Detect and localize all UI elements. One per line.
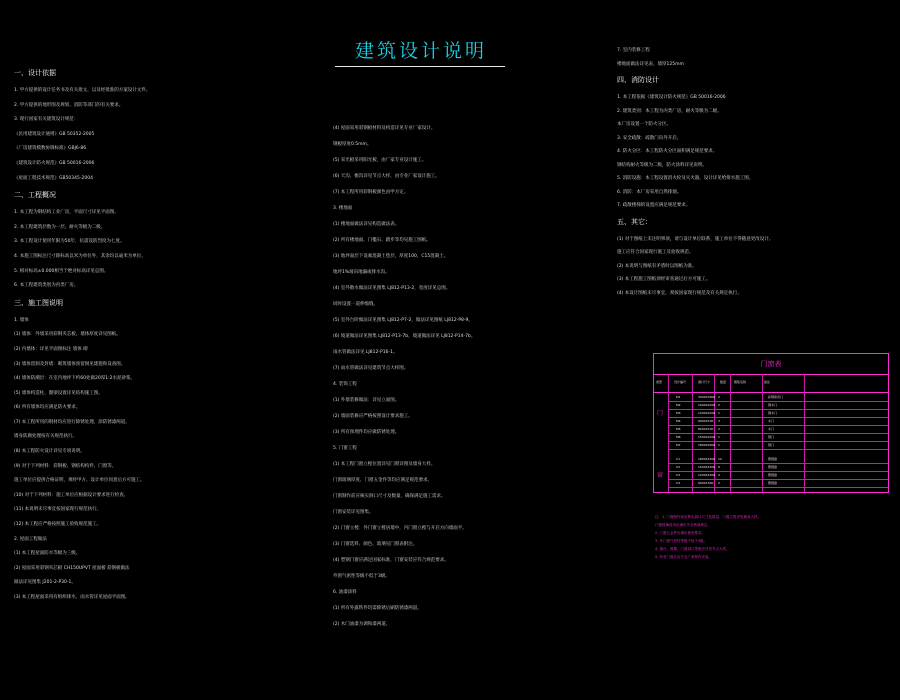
text-line: 《厂房建筑模数协调标准》GBJ6-86	[14, 146, 87, 152]
text-line: (3) 墙体留洞及封堵：砌筑墙体预留洞见建施和设备图。	[14, 361, 126, 367]
table-cell: 4	[718, 473, 720, 477]
text-line: (2) 内墙体：详见平面图标注 墙体 砌	[14, 346, 88, 352]
table-cell: 2	[718, 481, 720, 485]
text-line: 7. 疏散楼梯的设置应满足规范要求。	[617, 203, 691, 208]
table-cell: M7	[676, 443, 681, 447]
table-cell: 900X1500	[698, 481, 714, 485]
door-table-header	[654, 374, 888, 393]
text-line: 3. 楼地面	[333, 206, 353, 211]
text-line: (11) 本说明未尽事宜按国家现行规范执行。	[14, 507, 102, 513]
text-line: 3. 现行国家有关建筑设计规范：	[14, 117, 79, 123]
text-line: 楼地面做法详见表，墙厚125mm	[617, 61, 684, 67]
text-line: (1) 对于图纸上未注明事项，请与设计单位联系，施工单位不得随意更改设计。	[617, 236, 774, 242]
table-row	[668, 464, 888, 472]
text-line: (5) 墙体构造柱、圈梁设置详见结构施工图。	[14, 390, 103, 396]
text-line: (4) 墙体防潮层：在室内地坪下约60处做20厚1:2水泥砂浆。	[14, 376, 135, 382]
text-line: 2. 甲方提供的地形图及规划、消防等部门的有关要求。	[14, 102, 124, 108]
text-line: 2. 本工程建筑层数为一层，耐火等级为二级。	[14, 224, 106, 230]
text-line: (6) 坡道做法详见图集 LJ812-P13-7b，坡道做法详见 LJ812-P14-7b。	[333, 334, 476, 339]
door-table-title: 门窗表	[654, 354, 888, 375]
table-section-label: 窗	[657, 472, 664, 479]
table-cell: 钢木门	[768, 403, 778, 407]
text-line: 同时设置一道伸缩缝。	[333, 302, 378, 307]
text-line: 5. 相对标高±0.000相当于绝对标高详见总图。	[14, 268, 109, 274]
table-row	[668, 418, 888, 426]
table-cell: M5	[676, 427, 681, 431]
text-line: 施工单位应提供合格证明，须经甲方、设计单位同意后方可施工。	[14, 478, 145, 484]
text-line: 施工应符合国家现行施工及验收规范。	[617, 250, 694, 255]
table-cell: C2	[676, 465, 681, 469]
text-line: 1. 本工程依据《建筑设计防火规范》GB 50016-2006	[617, 95, 726, 100]
text-line: 门窗安装详见图集。	[333, 510, 374, 515]
text-line: 4. 本施工图标注尺寸除标高以米为单位外，其余均以毫米为单位。	[14, 253, 146, 259]
text-line: (7) 本工程所用彩钢板颜色由甲方定。	[333, 190, 409, 195]
text-line: 做法详见图集 J201-2-P30-1。	[14, 580, 76, 586]
text-line: 1. 甲方提供的设计任务书及有关批文，以及经批准的方案设计文件。	[14, 88, 151, 93]
table-row	[668, 402, 888, 410]
table-header-cell: 数量	[720, 380, 727, 384]
table-cell: 木门	[768, 427, 775, 431]
table-header-cell: 图集名称	[734, 380, 747, 384]
door-table-grid	[654, 374, 888, 492]
table-cell: 1200X1500	[698, 473, 716, 477]
text-line: 《民用建筑设计通则》GB 50352-2005	[14, 131, 95, 137]
column-2	[333, 126, 475, 638]
table-row	[668, 410, 888, 418]
section-heading: 三、施工图说明	[14, 298, 63, 307]
column-3	[617, 48, 773, 304]
text-line: 1. 本工程为钢结构工业厂房，平面尺寸详见平面图。	[14, 210, 119, 216]
table-note: 4. 窗台、窗楣、门窗洞口等做法详见节点大样。	[655, 547, 730, 551]
text-line: 3. 安全疏散：疏散门向外开启。	[617, 135, 682, 141]
table-row	[668, 480, 888, 488]
table-cell: C3	[676, 473, 681, 477]
text-line: 5. 门窗工程	[333, 446, 357, 451]
text-line: (4) 本设计图纸未尽事宜，须按国家现行规范及有关规定执行。	[617, 290, 742, 296]
text-line: (3) 本工程屋面采用有组织排水，雨水管详见屋面平面图。	[14, 595, 130, 600]
text-line: (5) 室外台阶做法详见图集 LJ812-P7-2，做法详见图纸 LJ812-P8-9。	[333, 318, 473, 323]
text-line: (4) 塑钢门窗应满足国家标准，门窗安装应符合规范要求。	[333, 558, 449, 563]
section-heading: 一、设计依据	[14, 69, 56, 77]
text-line: 《屋面工程技术规范》GB50345-2004	[14, 175, 93, 181]
table-cell: 1500X2100	[698, 435, 716, 439]
table-cell: M2	[676, 403, 681, 407]
table-cell: 钢门	[768, 435, 775, 439]
text-line: (2) 墙面装修应严格按照设计要求施工。	[333, 414, 413, 419]
text-line: (2) 门窗立樘：外门窗立樘居墙中，内门窗立樘与开启方向墙面平。	[333, 526, 467, 531]
text-line: (7) 本工程所用的钢材均应进行除锈处理，涂防锈漆两道。	[14, 419, 130, 425]
text-line: 钢结构耐火等级为二级，防火涂料详见说明。	[617, 162, 707, 168]
table-cell: 1	[718, 443, 720, 447]
text-line: (1) 楼地面做法详见构造做法表。	[333, 222, 400, 227]
table-row	[668, 434, 888, 442]
table-cell: 1200X2100	[698, 411, 716, 415]
text-line: (3) 本工程施工图纸须经审查通过后方可施工。	[617, 277, 711, 282]
text-line: (4) 屋面采用彩钢板材料及构造详见专业厂家设计。	[333, 126, 436, 131]
table-note: 注：1. 门窗制作前应核实洞口尺寸及数量，门窗立樘详见墙身大样。	[655, 515, 761, 519]
table-cell: 6	[718, 465, 720, 469]
table-cell: M1	[676, 395, 681, 399]
text-line: (1) 墙体：外墙采用彩钢夹芯板，墙体厚度详见图纸。	[14, 332, 121, 338]
table-cell: 2	[718, 427, 720, 431]
table-header-cell: 设计编号	[674, 380, 687, 384]
text-line: (6) 所有墙体均应满足防火要求。	[14, 405, 81, 411]
text-line: (7) 雨水管做法详见建筑节点大样图。	[333, 366, 409, 371]
table-cell: 彩钢卷帘门	[768, 395, 784, 399]
text-line: 6. 本工程建筑类别为丙类厂房。	[14, 283, 79, 289]
text-line: 4. 防火分区：本工程防火分区面积满足规范要求。	[617, 149, 718, 154]
door-window-table	[653, 353, 889, 493]
table-row	[668, 394, 888, 402]
table-note: 5. 所有门窗应由专业厂家制作安装。	[655, 555, 712, 559]
text-line: 3. 本工程设计使用年限为50年，抗震设防烈度为七度。	[14, 239, 125, 245]
text-line: (3) 门窗选料、颜色、玻璃见门窗表附注。	[333, 542, 418, 547]
text-line: 1. 墙体	[14, 317, 29, 323]
text-line: (6) 天沟、檐沟详见节点大样，由专业厂家设计施工。	[333, 174, 440, 179]
table-header-cell: 备注	[764, 380, 771, 384]
section-heading: 二、工程概况	[14, 191, 56, 200]
text-line: 门窗制作前应核实洞口尺寸及数量，确保满足施工需求。	[333, 494, 446, 499]
text-line: (1) 本工程门窗立樘位置详见门窗详图及墙身大样。	[333, 462, 436, 467]
page-title: 建筑设计说明	[355, 40, 488, 62]
text-line: 雨水管做法详见 LJ812-P16-1。	[333, 350, 398, 355]
table-header-cell: 类型	[656, 380, 663, 384]
table-cell: 1	[718, 411, 720, 415]
section-heading: 五、其它：	[617, 217, 652, 226]
table-cell: 1	[718, 435, 720, 439]
text-line: 4. 装饰工程	[333, 382, 357, 387]
text-line: 钢板厚度0.5mm。	[333, 142, 372, 147]
text-line: 门窗玻璃厚度、门窗五金件等均应满足规范要求。	[333, 478, 432, 483]
text-line: (2) 木门油漆为调和漆两道。	[333, 622, 391, 627]
table-note: 3. 外门窗气密性等级不低于3级。	[655, 539, 708, 543]
table-cell: 塑钢窗	[768, 465, 778, 469]
table-section-label: 门	[657, 410, 664, 417]
text-line: (2) 本说明与图纸有矛盾时以图纸为准。	[617, 263, 697, 269]
table-cell: C1	[676, 457, 681, 461]
door-table-notes	[655, 513, 761, 561]
text-line: (1) 本工程屋面防水等级为三级。	[14, 551, 81, 557]
title-underline	[335, 66, 505, 67]
text-line: (2) 所有楼地面、门槛石、踏步等均见施工图纸。	[333, 238, 431, 243]
text-line: 外窗气密性等级不低于3级。	[333, 574, 390, 579]
table-cell: 1000X2100	[698, 403, 716, 407]
table-cell: 钢门	[768, 443, 775, 447]
section-heading: 四、消防设计	[617, 76, 659, 84]
table-row	[668, 456, 888, 464]
table-cell: 塑钢窗	[768, 473, 778, 477]
table-cell: 2	[718, 403, 720, 407]
table-header-cell: 洞口尺寸	[698, 380, 711, 384]
table-note: 门窗玻璃选用应满足安全玻璃规定。	[655, 523, 711, 527]
text-line: (8) 本工程防火设计详见专项说明。	[14, 449, 85, 455]
table-cell: 1800X2400	[698, 443, 716, 447]
text-line: 2. 建筑类别：本工程为丙类厂房，耐火等级为二级。	[617, 108, 722, 114]
text-line: 墙身防腐处理按有关规范执行。	[14, 434, 77, 440]
table-row	[668, 472, 888, 480]
text-line: (9) 对于下列材料：彩钢板、钢结构构件、门窗等。	[14, 463, 117, 469]
text-line: 《建筑设计防火规范》GB 50016-2006	[14, 160, 95, 166]
table-cell: 800X2100	[698, 427, 714, 431]
table-row	[668, 426, 888, 434]
text-line: 7. 室内装修工程	[617, 48, 650, 53]
text-line: 5. 消防设施：本工程设置消火栓及灭火器，设计详见给排水施工图。	[617, 176, 754, 181]
table-cell: 3000X3000	[698, 395, 716, 399]
text-line: 2. 屋面工程做法	[14, 536, 47, 542]
text-line: (1) 外墙装修做法：详见立面图。	[333, 398, 400, 403]
text-line: (1) 所有外露铁件均需除锈后刷防锈漆两道。	[333, 606, 422, 611]
table-note: 2. 门窗五金件应满足使用要求。	[655, 531, 705, 535]
text-line: (10) 对于下列材料：施工单位应根据设计要求进行检查。	[14, 492, 129, 498]
text-line: (12) 本工程应严格按照施工验收规范施工。	[14, 522, 102, 528]
table-cell: M4	[676, 419, 681, 423]
text-line: (4) 室外散水做法详见图集 LJ812-P13-2，宽度详见总图。	[333, 286, 451, 291]
table-cell: 钢木门	[768, 411, 778, 415]
text-line: (2) 屋面采用彩钢夹芯板 CH150UPVT 屋面板 彩钢板做法	[14, 565, 130, 571]
text-line: (3) 所有预埋件均应做防锈处理。	[333, 430, 400, 435]
text-line: (5) 采光板采用阳光板，由厂家专业设计施工。	[333, 158, 427, 163]
table-cell: M3	[676, 411, 681, 415]
table-cell: 1800X1500	[698, 457, 716, 461]
table-cell: 3	[718, 419, 720, 423]
text-line: 6. 消防：本厂房采用自然排烟。	[617, 189, 682, 195]
table-cell: 900X2100	[698, 419, 714, 423]
table-cell: C4	[676, 481, 681, 485]
column-1	[14, 68, 150, 610]
table-cell: 2	[718, 395, 720, 399]
table-cell: 1500X1500	[698, 465, 716, 469]
text-line: 本厂房设置一个防火分区。	[617, 122, 671, 127]
text-line: 地坪1%坡向地漏或排水沟。	[333, 270, 390, 275]
text-line: (3) 地坪面层下设素混凝土垫层，厚度100，C15混凝土。	[333, 254, 449, 259]
table-cell: 12	[718, 457, 722, 461]
text-line: 6. 油漆涂料	[333, 590, 357, 595]
table-cell: M6	[676, 435, 681, 439]
table-row	[668, 442, 888, 450]
table-cell: 塑钢窗	[768, 481, 778, 485]
table-cell: 塑钢窗	[768, 457, 778, 461]
table-cell: 木门	[768, 419, 775, 423]
